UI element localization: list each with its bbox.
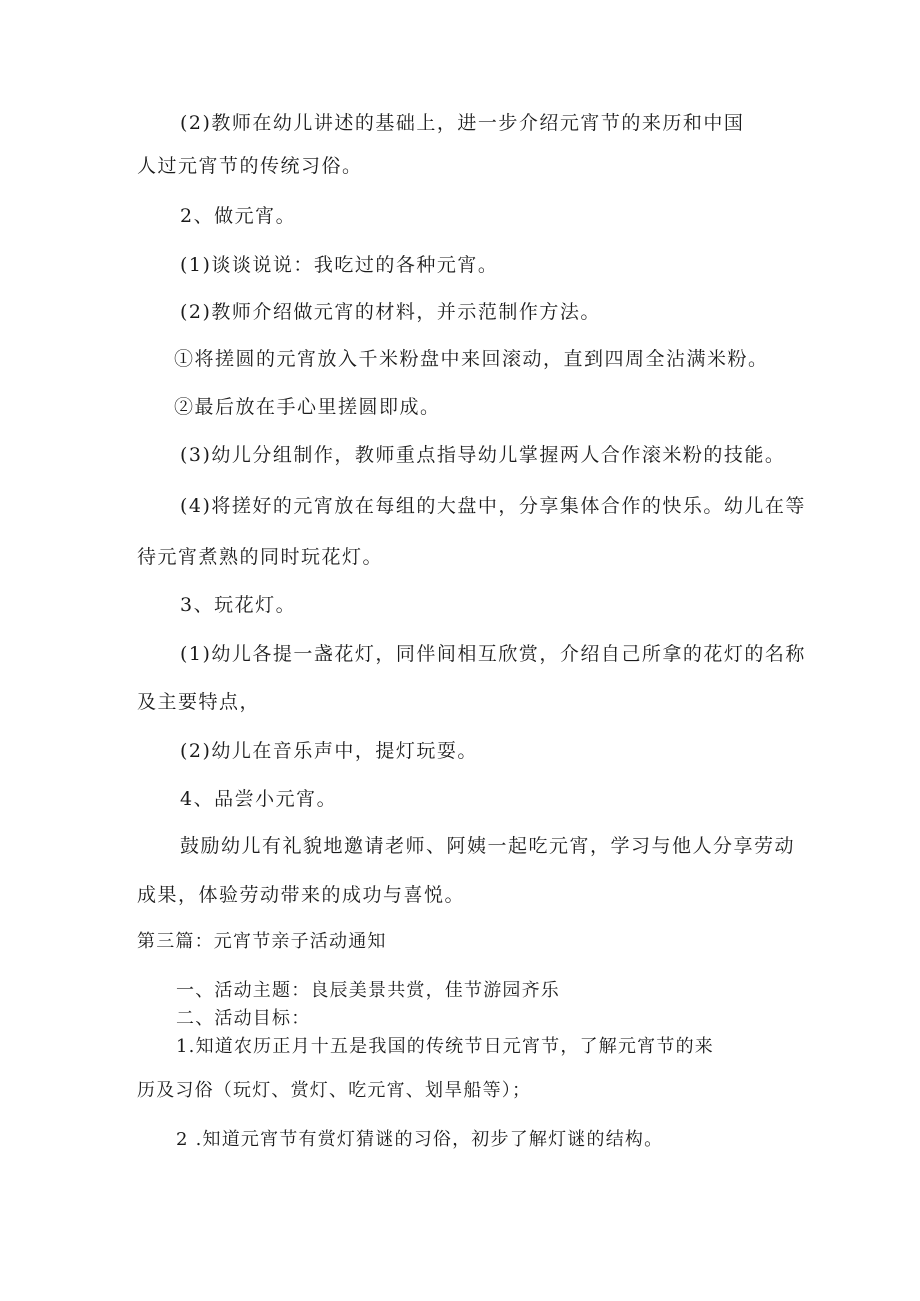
section-heading: 3、玩花灯。 <box>180 594 297 616</box>
section-heading: 2、做元宵。 <box>180 205 297 227</box>
paragraph-line: 鼓励幼儿有礼貌地邀请老师、阿姨一起吃元宵，学习与他人分享劳动 <box>180 835 796 857</box>
paragraph-line: ②最后放在手心里搓圆即成。 <box>174 396 441 418</box>
paragraph-line: (2)教师在幼儿讲述的基础上，进一步介绍元宵节的来历和中国 <box>180 112 745 134</box>
paragraph-line: 历及习俗（玩灯、赏灯、吃元宵、划旱船等）； <box>137 1080 532 1101</box>
paragraph-line: 待元宵煮熟的同时玩花灯。 <box>137 546 384 568</box>
chapter-title: 第三篇：元宵节亲子活动通知 <box>137 931 387 952</box>
paragraph-line: (1)谈谈说说：我吃过的各种元宵。 <box>180 254 499 276</box>
paragraph-line: 人过元宵节的传统习俗。 <box>137 155 363 177</box>
paragraph-line: 二、活动目标： <box>176 1008 311 1029</box>
paragraph-line: 一、活动主题：良辰美景共赏，佳节游园齐乐 <box>176 980 560 1001</box>
paragraph-line: ①将搓圆的元宵放入千米粉盘中来回滚动，直到四周全沾满米粉。 <box>174 348 769 370</box>
paragraph-line: 及主要特点， <box>137 691 261 713</box>
paragraph-line: 成果，体验劳动带来的成功与喜悦。 <box>137 884 466 906</box>
paragraph-line: 2 .知道元宵节有赏灯猜谜的习俗，初步了解灯谜的结构。 <box>176 1129 664 1150</box>
paragraph-line: (1)幼儿各提一盏花灯，同伴间相互欣赏，介绍自己所拿的花灯的名称 <box>180 643 806 665</box>
paragraph-line: (4)将搓好的元宵放在每组的大盘中，分享集体合作的快乐。幼儿在等 <box>180 495 806 517</box>
paragraph-line: (3)幼儿分组制作，教师重点指导幼儿掌握两人合作滚米粉的技能。 <box>180 444 786 466</box>
paragraph-line: (2)幼儿在音乐声中，提灯玩耍。 <box>180 740 478 762</box>
section-heading: 4、品尝小元宵。 <box>180 788 338 810</box>
paragraph-line: 1.知道农历正月十五是我国的传统节日元宵节，了解元宵节的来 <box>176 1036 714 1057</box>
paragraph-line: (2)教师介绍做元宵的材料，并示范制作方法。 <box>180 301 601 323</box>
